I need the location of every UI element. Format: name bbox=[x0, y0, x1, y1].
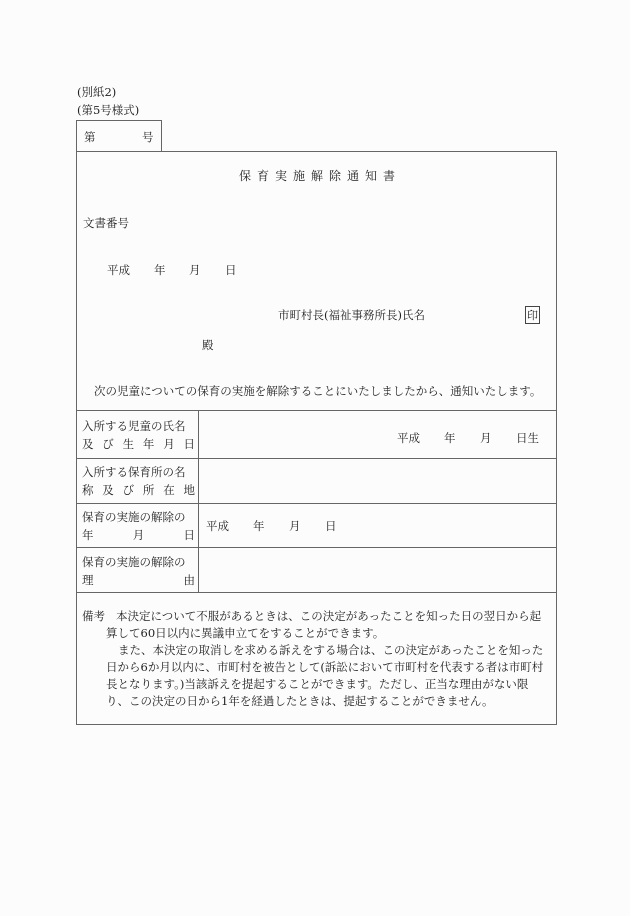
date-month: 月 bbox=[189, 263, 201, 277]
release-year[interactable]: 年 bbox=[253, 519, 265, 533]
table-row bbox=[82, 463, 195, 499]
label-char: 及 bbox=[82, 437, 94, 451]
doc-number-label: 文書番号 bbox=[83, 216, 129, 230]
release-day[interactable]: 日 bbox=[325, 519, 337, 533]
label-char: 理 bbox=[82, 573, 94, 587]
table-divider bbox=[76, 503, 557, 504]
remarks-line: 長となります。)当該訴えを提起することができます。ただし、正当な理由がない限 bbox=[106, 677, 529, 691]
document-title: 保育実施解除通知書 bbox=[239, 169, 402, 183]
row-label-line1: 入所する保育所の名 bbox=[82, 465, 186, 479]
remarks-line: 算して60日以内に異議申立てをすることができます。 bbox=[106, 626, 385, 640]
label-char: 月 bbox=[132, 528, 145, 542]
label-char: 在 bbox=[163, 483, 175, 497]
table-divider bbox=[76, 410, 557, 411]
date-year: 年 bbox=[154, 263, 166, 277]
release-month[interactable]: 月 bbox=[289, 519, 301, 533]
number-prefix: 第 bbox=[84, 130, 96, 144]
label-char: 日 bbox=[183, 528, 195, 542]
row-label-line1: 保育の実施の解除の bbox=[82, 555, 186, 569]
table-divider bbox=[76, 592, 557, 593]
label-char: び bbox=[102, 437, 114, 451]
table-column-divider bbox=[198, 410, 199, 592]
date-day: 日 bbox=[225, 263, 237, 277]
remarks-line: また、本決定の取消しを求める訴えをする場合は、この決定があったことを知った bbox=[118, 643, 544, 657]
table-row bbox=[82, 417, 195, 453]
label-char: 称 bbox=[82, 483, 94, 497]
date-era: 平成 bbox=[107, 263, 130, 277]
birth-year[interactable]: 年 bbox=[444, 431, 456, 445]
label-char: び bbox=[122, 483, 135, 497]
remarks-line: 本決定について不服があるときは、この決定があったことを知った日の翌日から起 bbox=[115, 609, 542, 623]
nursery-name-address-field[interactable] bbox=[200, 460, 555, 502]
label-char: 月 bbox=[163, 437, 175, 451]
addressee-suffix: 殿 bbox=[202, 338, 214, 352]
label-char: 地 bbox=[183, 483, 195, 497]
remarks-heading: 備考 bbox=[82, 609, 105, 623]
table-divider bbox=[76, 458, 557, 459]
label-char: 日 bbox=[183, 437, 195, 451]
seal-mark: 印 bbox=[525, 306, 540, 324]
label-char: 年 bbox=[82, 528, 94, 542]
remarks-section bbox=[82, 608, 552, 710]
birth-month[interactable]: 月 bbox=[480, 431, 492, 445]
label-char: 所 bbox=[142, 483, 155, 497]
row-label-line1: 入所する児童の氏名 bbox=[82, 419, 186, 433]
form-number-label: (第5号様式) bbox=[77, 103, 140, 117]
row-label-line1: 保育の実施の解除の bbox=[82, 510, 186, 524]
issuer-label: 市町村長(福祉事務所長)氏名 bbox=[278, 308, 425, 322]
body-text: 次の児童についての保育の実施を解除することにいたしましたから、通知いたします。 bbox=[94, 384, 542, 398]
number-suffix: 号 bbox=[142, 130, 154, 144]
label-char: 生 bbox=[122, 437, 135, 451]
label-char: 及 bbox=[102, 483, 114, 497]
release-era[interactable]: 平成 bbox=[206, 519, 229, 533]
attachment-label: (別紙2) bbox=[77, 85, 117, 99]
remarks-line: り、この決定の日から1年を経過したときは、提起することができません。 bbox=[106, 694, 494, 708]
birth-day[interactable]: 日生 bbox=[516, 431, 539, 445]
table-row bbox=[82, 553, 195, 589]
label-char: 年 bbox=[142, 437, 155, 451]
remarks-line: 日から6か月以内に、市町村を被告として(訴訟において市町村を代表する者は市町村 bbox=[106, 660, 544, 674]
release-reason-field[interactable] bbox=[200, 549, 555, 591]
table-divider bbox=[76, 547, 557, 548]
table-row bbox=[82, 508, 195, 544]
label-char: 由 bbox=[183, 573, 195, 587]
birth-era[interactable]: 平成 bbox=[397, 431, 420, 445]
